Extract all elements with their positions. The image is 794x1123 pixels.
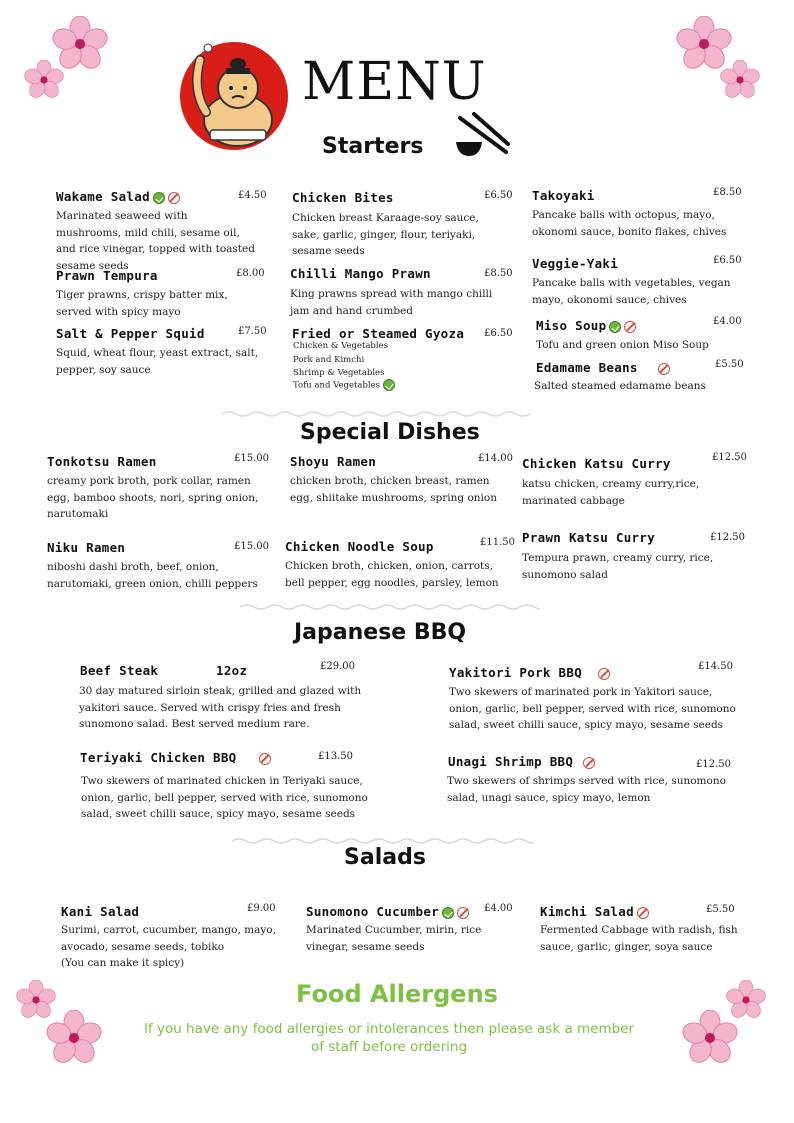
item-name-veggie-yaki: Veggie-Yaki	[532, 256, 619, 271]
item-desc-unagi: Two skewers of shrimps served with rice, sunomono salad, unagi sauce, spicy mayo, lemon	[447, 775, 726, 804]
item-price-miso: £4.00	[713, 316, 742, 327]
item-price-gyoza: £6.50	[484, 328, 513, 339]
item-price-teriyaki: £13.50	[318, 751, 353, 762]
item-name-beef-steak: Beef Steak	[80, 663, 159, 678]
item-desc-chilli-mango: King prawns spread with mango chilli jam and hand crumbed	[290, 288, 493, 317]
no-gluten-icon	[598, 668, 610, 680]
item-price-prawn-katsu: £12.50	[710, 532, 745, 543]
item-desc-beef-steak: 30 day matured sirloin steak, grilled and glazed with yakitori sauce. Served with crispy fries and fresh sunomono salad. Best served medium rare.	[79, 685, 362, 730]
item-name-sunomono: Sunomono Cucumber	[306, 904, 469, 919]
item-name-yakitori: Yakitori Pork BBQ	[449, 665, 610, 680]
item-desc-teriyaki: Two skewers of marinated chicken in Teriyaki sauce, onion, garlic, bell pepper, served with rice, sunomono salad, sweet chilli sauce, spicy mayo, sesame seeds	[81, 775, 368, 820]
item-name-chilli-mango: Chilli Mango Prawn	[290, 266, 431, 281]
gyoza-option: Pork and Kimchi	[293, 355, 365, 365]
gyoza-option: Shrimp & Vegetables	[293, 368, 385, 378]
item-desc-noodle-soup: Chicken broth, chicken, onion, carrots, bell pepper, egg noodles, parsley, lemon	[285, 560, 499, 589]
item-name-kani: Kani Salad	[61, 904, 140, 919]
item-name-miso: Miso Soup	[536, 318, 636, 333]
item-price-sunomono: £4.00	[484, 903, 513, 914]
item-price-yakitori: £14.50	[698, 661, 733, 672]
item-name-edamame: Edamame Beans	[536, 360, 670, 375]
no-gluten-icon	[658, 363, 670, 375]
section-title-starters: Starters	[322, 134, 424, 159]
gyoza-option: Tofu and Vegetables	[293, 379, 395, 393]
item-name-squid: Salt & Pepper Squid	[56, 326, 205, 341]
item-desc-miso: Tofu and green onion Miso Soup	[536, 339, 709, 351]
no-gluten-icon	[637, 907, 649, 919]
item-name-teriyaki: Teriyaki Chicken BBQ	[80, 750, 271, 765]
item-desc-wakame: Marinated seaweed with mushrooms, mild chili, sesame oil, and rice vinegar, topped with toasted sesame seeds	[56, 210, 255, 272]
cherry-blossom-icon	[720, 60, 760, 100]
item-price-veggie-yaki: £6.50	[713, 255, 742, 266]
allergens-title: Food Allergens	[296, 980, 498, 1008]
item-desc-chicken-katsu: katsu chicken, creamy curry,rice, marinated cabbage	[522, 478, 700, 507]
no-gluten-icon	[457, 907, 469, 919]
item-desc-sunomono: Marinated Cucumber, mirin, rice vinegar, sesame seeds	[306, 924, 482, 953]
item-desc-shoyu: chicken broth, chicken breast, ramen egg, shiitake mushrooms, spring onion	[290, 475, 497, 504]
item-name-shoyu: Shoyu Ramen	[290, 454, 377, 469]
section-title-special: Special Dishes	[300, 420, 480, 445]
no-gluten-icon	[624, 321, 636, 333]
sumo-wrestler-logo	[178, 38, 290, 150]
item-size-beef-steak: 12oz	[216, 663, 248, 678]
item-price-squid: £7.50	[238, 326, 267, 337]
item-desc-takoyaki: Pancake balls with octopus, mayo, okonomi sauce, bonito flakes, chives	[532, 209, 727, 238]
gyoza-option: Chicken & Vegetables	[293, 341, 388, 351]
item-price-kimchi: £5.50	[706, 904, 735, 915]
menu-title: MENU	[302, 52, 487, 112]
vegan-leaf-icon	[442, 907, 454, 919]
wave-divider	[222, 410, 530, 418]
item-desc-veggie-yaki: Pancake balls with vegetables, vegan mayo, okonomi sauce, chives	[532, 277, 731, 306]
item-name-noodle-soup: Chicken Noodle Soup	[285, 539, 434, 554]
item-desc-niku: niboshi dashi broth, beef, onion, narutomaki, green onion, chilli peppers	[47, 561, 258, 590]
no-gluten-icon	[168, 192, 180, 204]
item-name-gyoza: Fried or Steamed Gyoza	[292, 326, 465, 341]
vegan-leaf-icon	[383, 379, 395, 391]
item-price-takoyaki: £8.50	[713, 187, 742, 198]
cherry-blossom-icon	[24, 60, 64, 100]
item-price-shoyu: £14.00	[478, 453, 513, 464]
item-desc-tonkotsu: creamy pork broth, pork collar, ramen egg, bamboo shoots, nori, spring onion, narutomaki	[47, 475, 259, 520]
vegan-leaf-icon	[609, 321, 621, 333]
cherry-blossom-icon	[682, 1010, 738, 1066]
section-title-bbq: Japanese BBQ	[294, 620, 467, 645]
item-name-prawn-tempura: Prawn Tempura	[56, 268, 158, 283]
item-desc-squid: Squid, wheat flour, yeast extract, salt, pepper, soy sauce	[56, 347, 259, 376]
item-name-chicken-katsu: Chicken Katsu Curry	[522, 456, 671, 471]
item-desc-edamame: Salted steamed edamame beans	[534, 380, 706, 392]
item-price-unagi: £12.50	[696, 759, 731, 770]
item-desc-prawn-tempura: Tiger prawns, crispy batter mix, served with spicy mayo	[56, 289, 228, 318]
item-price-edamame: £5.50	[715, 359, 744, 370]
item-price-beef-steak: £29.00	[320, 661, 355, 672]
wave-divider	[240, 603, 540, 611]
no-gluten-icon	[583, 757, 595, 769]
item-desc-kani: Surimi, carrot, cucumber, mango, mayo, avocado, sesame seeds, tobiko	[61, 924, 276, 953]
vegan-leaf-icon	[153, 192, 165, 204]
item-desc-prawn-katsu: Tempura prawn, creamy curry, rice, sunomono salad	[522, 552, 714, 581]
item-price-chicken-bites: £6.50	[484, 190, 513, 201]
item-name-prawn-katsu: Prawn Katsu Curry	[522, 530, 656, 545]
item-price-niku: £15.00	[234, 541, 269, 552]
item-name-takoyaki: Takoyaki	[532, 188, 595, 203]
item-price-prawn-tempura: £8.00	[236, 268, 265, 279]
section-title-salads: Salads	[344, 845, 426, 870]
item-name-niku: Niku Ramen	[47, 540, 126, 555]
item-name-wakame: Wakame Salad	[56, 189, 180, 204]
allergens-text: If you have any food allergies or intolerances then please ask a member of staff before ordering	[143, 1021, 635, 1055]
item-name-chicken-bites: Chicken Bites	[292, 190, 394, 205]
item-name-tonkotsu: Tonkotsu Ramen	[47, 454, 157, 469]
item-desc-chicken-bites: Chicken breast Karaage-soy sauce, sake, garlic, ginger, flour, teriyaki, sesame seeds	[292, 212, 479, 257]
item-note-kani: (You can make it spicy)	[61, 957, 185, 969]
item-price-chilli-mango: £8.50	[484, 268, 513, 279]
item-price-kani: £9.00	[247, 903, 276, 914]
item-name-kimchi: Kimchi Salad	[540, 904, 649, 919]
item-name-unagi: Unagi Shrimp BBQ	[448, 754, 595, 769]
item-price-chicken-katsu: £12.50	[712, 452, 747, 463]
item-desc-yakitori: Two skewers of marinated pork in Yakitori sauce, onion, garlic, bell pepper, served with rice, sunomono salad, sweet chilli sauce, spicy mayo, sesame seeds	[449, 686, 736, 731]
item-price-wakame: £4.50	[238, 190, 267, 201]
item-price-tonkotsu: £15.00	[234, 453, 269, 464]
chopsticks-bowl-icon	[452, 112, 512, 162]
item-desc-kimchi: Fermented Cabbage with radish, fish sauce, garlic, ginger, soya sauce	[540, 924, 738, 953]
wave-divider	[232, 837, 534, 845]
cherry-blossom-icon	[46, 1010, 102, 1066]
item-price-noodle-soup: £11.50	[480, 537, 515, 548]
no-gluten-icon	[259, 753, 271, 765]
